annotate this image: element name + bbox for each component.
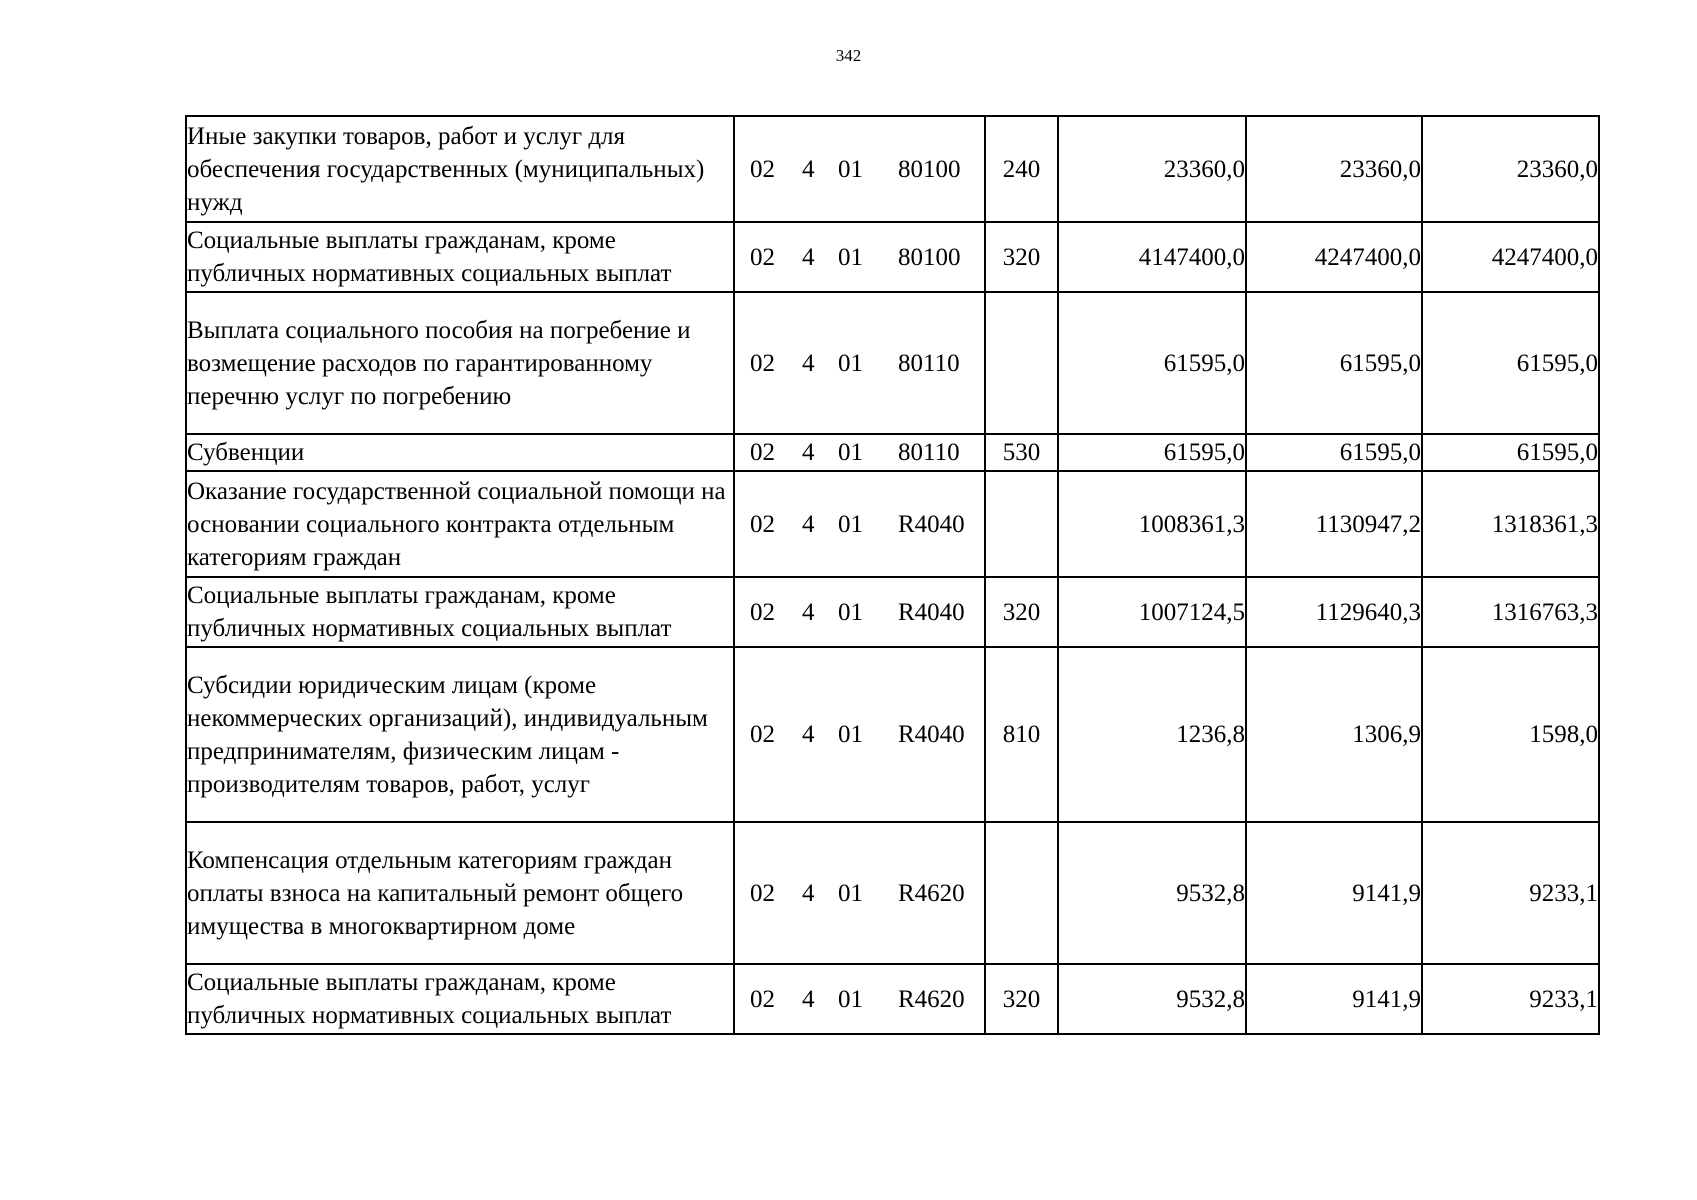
amount-year-3: 9233,1 xyxy=(1422,822,1599,964)
code-section: 02 xyxy=(750,510,775,538)
row-name: Социальные выплаты гражданам, кроме публичных нормативных социальных выплат xyxy=(186,964,734,1034)
code-program: 4 xyxy=(802,721,815,748)
code-program: 4 xyxy=(802,439,815,466)
code-subprogram: 01 xyxy=(838,243,863,271)
table-row xyxy=(186,964,1599,1034)
expense-type xyxy=(985,292,1058,434)
expense-type: 320 xyxy=(985,222,1058,292)
amount-year-1: 4147400,0 xyxy=(1058,222,1246,292)
row-name: Субвенции xyxy=(186,434,734,471)
amount-year-3: 4247400,0 xyxy=(1422,222,1599,292)
amount-year-1: 1008361,3 xyxy=(1058,471,1246,577)
row-codes xyxy=(734,222,985,292)
code-program: 4 xyxy=(802,243,815,271)
code-program: 4 xyxy=(802,598,815,626)
amount-year-1: 1236,8 xyxy=(1058,647,1246,822)
amount-year-2: 61595,0 xyxy=(1246,434,1422,471)
code-section: 02 xyxy=(750,243,775,271)
code-section: 02 xyxy=(750,879,775,907)
code-direction: R4620 xyxy=(898,985,965,1013)
amount-year-3: 9233,1 xyxy=(1422,964,1599,1034)
code-program: 4 xyxy=(802,349,815,377)
amount-year-2: 1306,9 xyxy=(1246,647,1422,822)
code-direction: R4040 xyxy=(898,510,965,538)
code-direction: R4620 xyxy=(898,879,965,907)
table-row xyxy=(186,577,1599,647)
expense-type: 320 xyxy=(985,577,1058,647)
amount-year-2: 23360,0 xyxy=(1246,116,1422,222)
code-section: 02 xyxy=(750,598,775,626)
row-codes xyxy=(734,647,985,822)
code-section: 02 xyxy=(750,985,775,1013)
code-subprogram: 01 xyxy=(838,155,863,183)
code-program: 4 xyxy=(802,155,815,183)
row-name: Субсидии юридическим лицам (кроме некоммерческих организаций), индивидуальным предпринимателям, физическим лицам - производителям товаров, работ, услуг xyxy=(186,647,734,822)
table-row xyxy=(186,434,1599,471)
code-section: 02 xyxy=(750,721,775,748)
code-section: 02 xyxy=(750,439,775,466)
row-codes xyxy=(734,964,985,1034)
row-name: Социальные выплаты гражданам, кроме публичных нормативных социальных выплат xyxy=(186,222,734,292)
expense-type: 240 xyxy=(985,116,1058,222)
row-codes xyxy=(734,577,985,647)
row-name: Выплата социального пособия на погребение и возмещение расходов по гарантированному перечню услуг по погребению xyxy=(186,292,734,434)
expense-type: 530 xyxy=(985,434,1058,471)
expense-type: 810 xyxy=(985,647,1058,822)
expense-type: 320 xyxy=(985,964,1058,1034)
amount-year-1: 61595,0 xyxy=(1058,434,1246,471)
row-codes xyxy=(734,292,985,434)
table-row xyxy=(186,822,1599,964)
row-name: Социальные выплаты гражданам, кроме публичных нормативных социальных выплат xyxy=(186,577,734,647)
amount-year-2: 1130947,2 xyxy=(1246,471,1422,577)
row-name: Компенсация отдельным категориям граждан оплаты взноса на капитальный ремонт общего имущества в многоквартирном доме xyxy=(186,822,734,964)
amount-year-2: 1129640,3 xyxy=(1246,577,1422,647)
code-direction: 80100 xyxy=(898,155,961,183)
amount-year-2: 9141,9 xyxy=(1246,964,1422,1034)
code-program: 4 xyxy=(802,985,815,1013)
row-codes xyxy=(734,471,985,577)
amount-year-1: 9532,8 xyxy=(1058,964,1246,1034)
table-row xyxy=(186,471,1599,577)
budget-table xyxy=(185,115,1600,1035)
code-subprogram: 01 xyxy=(838,349,863,377)
amount-year-1: 9532,8 xyxy=(1058,822,1246,964)
code-subprogram: 01 xyxy=(838,598,863,626)
code-subprogram: 01 xyxy=(838,879,863,907)
row-codes xyxy=(734,434,985,471)
expense-type xyxy=(985,822,1058,964)
expense-type xyxy=(985,471,1058,577)
amount-year-3: 23360,0 xyxy=(1422,116,1599,222)
page-number: 342 xyxy=(835,46,862,65)
code-subprogram: 01 xyxy=(838,721,863,748)
table-row xyxy=(186,116,1599,222)
amount-year-1: 61595,0 xyxy=(1058,292,1246,434)
code-section: 02 xyxy=(750,155,775,183)
amount-year-1: 23360,0 xyxy=(1058,116,1246,222)
code-program: 4 xyxy=(802,879,815,907)
amount-year-3: 61595,0 xyxy=(1422,292,1599,434)
table-row xyxy=(186,647,1599,822)
amount-year-3: 1598,0 xyxy=(1422,647,1599,822)
code-subprogram: 01 xyxy=(838,439,863,466)
code-subprogram: 01 xyxy=(838,510,863,538)
code-direction: R4040 xyxy=(898,598,965,626)
table-row xyxy=(186,292,1599,434)
code-direction: 80110 xyxy=(898,439,960,466)
code-direction: 80100 xyxy=(898,243,961,271)
amount-year-3: 1318361,3 xyxy=(1422,471,1599,577)
code-direction: 80110 xyxy=(898,349,960,377)
amount-year-2: 4247400,0 xyxy=(1246,222,1422,292)
amount-year-2: 9141,9 xyxy=(1246,822,1422,964)
table-row xyxy=(186,222,1599,292)
row-codes xyxy=(734,822,985,964)
code-section: 02 xyxy=(750,349,775,377)
row-name: Иные закупки товаров, работ и услуг для обеспечения государственных (муниципальных) нужд xyxy=(186,116,734,222)
row-codes xyxy=(734,116,985,222)
row-name: Оказание государственной социальной помощи на основании социального контракта отдельным категориям граждан xyxy=(186,471,734,577)
code-program: 4 xyxy=(802,510,815,538)
code-direction: R4040 xyxy=(898,721,965,748)
amount-year-3: 1316763,3 xyxy=(1422,577,1599,647)
amount-year-3: 61595,0 xyxy=(1422,434,1599,471)
amount-year-1: 1007124,5 xyxy=(1058,577,1246,647)
code-subprogram: 01 xyxy=(838,985,863,1013)
amount-year-2: 61595,0 xyxy=(1246,292,1422,434)
